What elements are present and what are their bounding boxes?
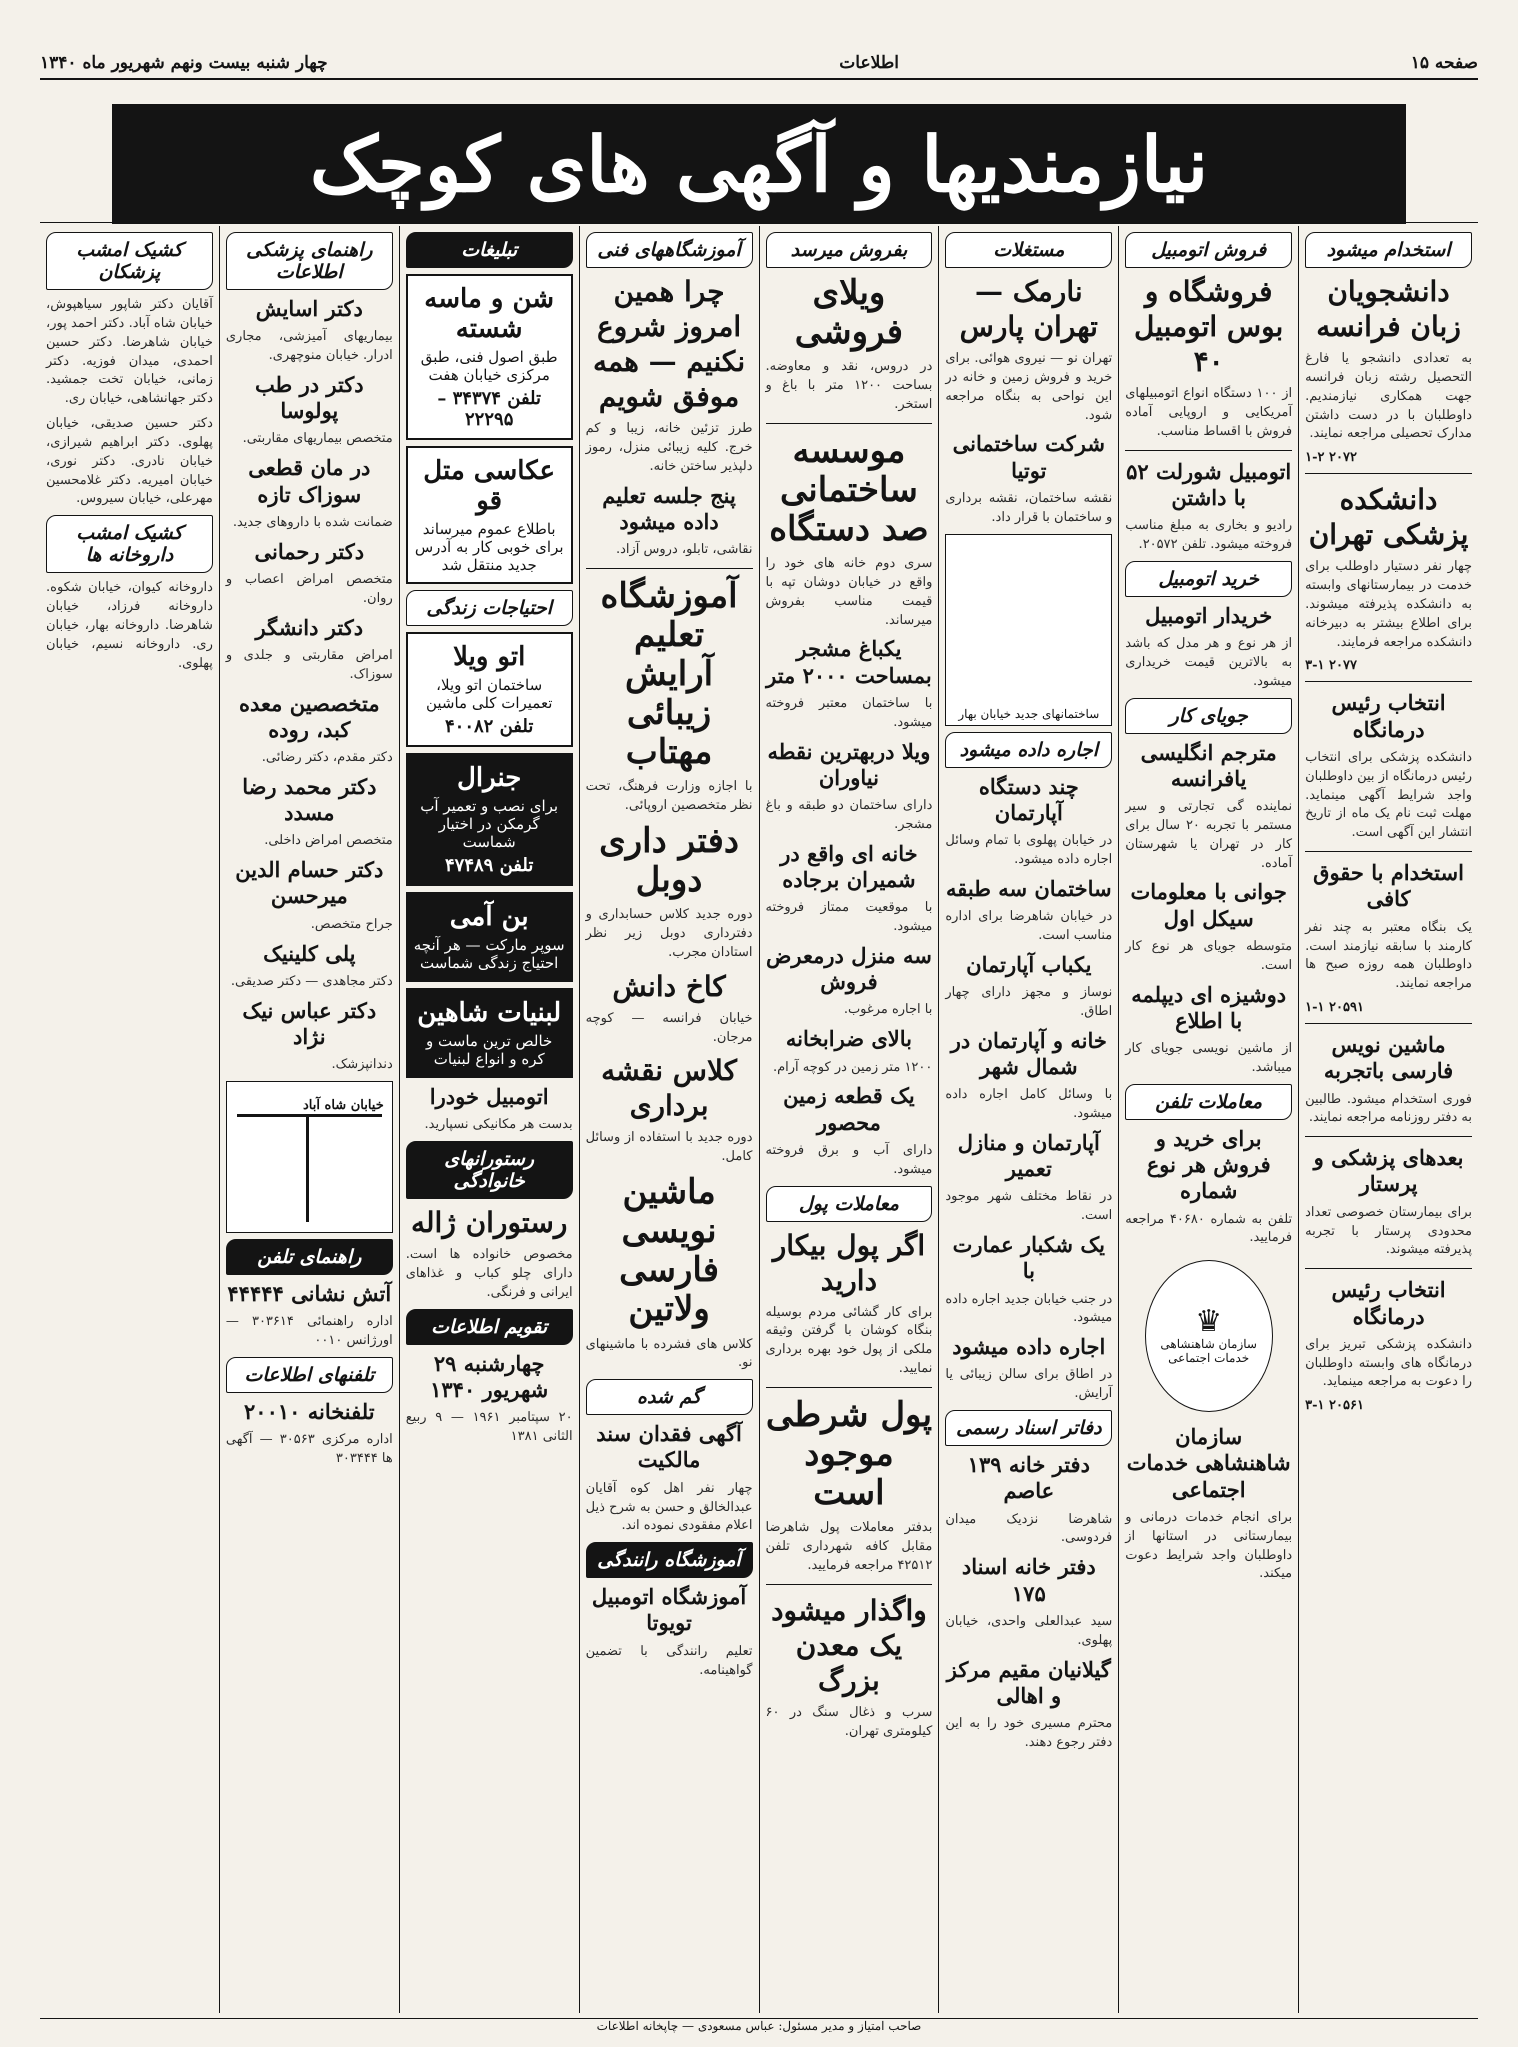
classifieds-banner — [112, 104, 1406, 224]
banner-rule — [40, 222, 1478, 223]
divider — [1305, 473, 1472, 474]
ad-box-title: اتو ویلا — [453, 642, 526, 672]
ad-body: برای انجام خدمات درمانی و بیمارستانی در استانها از داوطلبان واجد شرایط دعوت میکند. — [1125, 1509, 1293, 1582]
column-header: بفروش میرسد — [766, 232, 933, 268]
building-illustration — [945, 534, 1112, 726]
ad-body: دندانپزشک. — [331, 1057, 393, 1073]
ad-title: سه منزل درمعرض فروش — [766, 942, 932, 995]
ad-box — [406, 892, 573, 982]
ad-title: رستوران ژاله — [411, 1206, 568, 1240]
ad-body: دکتر مقدم، دکتر رضائی. — [261, 750, 393, 765]
ad-box-title: عکاسی متل قو — [423, 456, 556, 516]
ad-title: اجاره داده میشود — [952, 1334, 1106, 1360]
ad-body: تهران نو — نیروی هوائی. برای خرید و فروش زمین و خانه در این نواحی به بنگاه مراجعه شود. — [945, 351, 1113, 423]
ad-body: رادیو و بخاری به مبلغ مناسب فروخته میشود. تلفن ۲۰۵۷۲. — [1125, 518, 1293, 552]
ad-box-title: جنرال — [456, 763, 522, 793]
ad-body: متخصص امراض اعصاب و روان. — [225, 571, 393, 606]
ad-title: انتخاب رئیس درمانگاه — [1331, 1277, 1446, 1329]
ad-title: خریدار اتومبیل — [1145, 602, 1273, 628]
location-map — [226, 1081, 393, 1233]
ad-title: دکتر محمد رضا مسدد — [242, 773, 377, 826]
ad-body: مخصوص خانواده ها است. دارای چلو کباب و غذاهای ایرانی و فرنگی. — [405, 1247, 573, 1300]
ad-title: سازمان شاهنشاهی خدمات اجتماعی — [1126, 1424, 1291, 1502]
ad-title: آپارتمان و منازل تعمیر — [957, 1129, 1100, 1182]
divider — [1305, 1136, 1472, 1137]
ad-body: یک بنگاه معتبر به چند نفر کارمند با سابقه نیازمند است. داوطلبان همه روزه صبح ها مراجعه نمایند. — [1305, 919, 1472, 992]
ad-body: بدست هر مکانیکی نسپارید. — [424, 1117, 573, 1133]
section-header: معاملات تلفن — [1125, 1084, 1292, 1120]
ad-title: بعدهای پزشکی و پرستار — [1313, 1145, 1464, 1197]
column-car-sales — [1118, 226, 1298, 2013]
banner-title: نیازمندیها و آگهی های کوچک — [309, 119, 1209, 209]
ad-box-phone: تلفن ۴۰۰۸۲ — [444, 716, 534, 737]
ad-body: دکتر مجاهدی — دکتر صدیقی. — [230, 973, 393, 989]
ad-title: دفتر خانه ۱۳۹ عاصم — [967, 1452, 1090, 1504]
ad-body: دوره جدید کلاس حسابداری و دفترداری دوبل زیر نظر استادان مجرب. — [585, 907, 753, 960]
divider — [766, 1387, 933, 1388]
map-street-line — [306, 1114, 309, 1222]
ad-box — [406, 446, 573, 584]
ad-body: در خیابان پهلوی با تمام وسائل اجاره داده میشود. — [945, 833, 1113, 867]
ad-body: در اطاق برای سالن زیبائی یا آرایش. — [945, 1367, 1113, 1402]
section-header: رستورانهای خانوادگی — [406, 1141, 573, 1199]
paper-name: اطلاعات — [839, 53, 900, 73]
ad-title: آتش نشانی ۴۴۴۴۴ — [227, 1280, 392, 1306]
ad-title: چرا همین امروز شروع نکنیم — همه موفق شویم — [592, 275, 746, 413]
ad-body: در جنب خیابان جدید اجاره داده میشود. — [945, 1291, 1113, 1326]
ad-title: جوانی با معلومات سیکل اول — [1130, 879, 1287, 931]
column-display-ads — [399, 226, 579, 2013]
ad-title: دوشیزه ای دیپلمه با اطلاع — [1131, 981, 1287, 1033]
ad-body: تعلیم رانندگی با تضمین گواهینامه. — [585, 1643, 753, 1678]
ad-body: شاهرضا نزدیک میدان فردوسی. — [945, 1511, 1113, 1546]
ad-body: دانشکده پزشکی برای انتخاب رئیس درمانگاه از بین داوطلبان واجد شرایط آگهی مینماید. مهلت ثبت نام یک ماه از تاریخ انتشار این آگهی است. — [1305, 749, 1472, 841]
column-header: استخدام میشود — [1305, 232, 1472, 268]
ad-title: مترجم انگلیسی یافرانسه — [1140, 739, 1277, 791]
ad-body: به تعدادی دانشجو یا فارغ التحصیل رشته زبان فرانسه جهت همکاری نیازمندیم. داوطلبان با در دست داشتن مدارک تحصیلی مراجعه نمایند. — [1305, 351, 1472, 442]
ad-code: ۱-۲ ۲۰۷۲ — [1305, 450, 1357, 466]
divider — [1125, 450, 1292, 451]
ad-box-subtitle: ساختمان اتو ویلا، تعمیرات کلی ماشین — [425, 676, 553, 712]
ad-title: انتخاب رئیس درمانگاه — [1331, 690, 1446, 742]
ad-body: با اجازه وزارت فرهنگ، تحت نظر متخصصین اروپائی. — [585, 779, 753, 814]
ad-title: فروشگاه و بوس اتومبیل ۴۰ — [1134, 275, 1284, 378]
section-header: احتیاجات زندگی — [406, 590, 573, 626]
section-header: تلفنهای اطلاعات — [226, 1357, 393, 1393]
ad-title: نارمک — تهران پارس — [959, 275, 1098, 343]
ad-box-subtitle: برای نصب و تعمیر آب گرمکن در اختیار شماست — [420, 797, 559, 851]
ad-box-title: لبنیات شاهین — [417, 998, 562, 1028]
column-real-estate — [938, 226, 1118, 2013]
ad-body: آقایان دکتر شاپور سیاهپوش، خیابان شاه آباد. دکتر احمد پور، خیابان شاهرضا. دکتر حسین احمدی، میدان فوزیه. دکتر زمانی، خیابان تخت جمشید. دکتر جهانشاهی، خیابان ری. — [46, 297, 213, 407]
page-number: صفحه ۱۵ — [1410, 53, 1478, 73]
column-header: کشیک امشب پزشکان — [46, 232, 213, 290]
ad-title: واگذار میشود یک معدن بزرگ — [771, 1593, 927, 1697]
ad-title: دکتر عباس نیک نژاد — [242, 997, 377, 1049]
crown-icon: ♛ — [1195, 1304, 1223, 1340]
section-header: راهنمای تلفن — [226, 1239, 393, 1275]
ad-body: دکتر حسین صدیقی، خیابان پهلوی. دکتر ابراهیم شیرازی، خیابان نادری. دکتر نوری، خیابان امیریه. دکتر غلامحسین مهرعلی، خیابان سیروس. — [46, 416, 213, 507]
ad-box — [406, 632, 573, 747]
section-header: آموزشگاه رانندگی — [586, 1542, 753, 1578]
ad-body: از ۱۰۰ دستگاه انواع اتومبیلهای آمریکایی و اروپایی آماده فروش با اقساط مناسب. — [1125, 386, 1293, 439]
ad-body: ضمانت شده با داروهای جدید. — [232, 514, 393, 530]
ad-title: بالای ضرابخانه — [785, 1026, 912, 1052]
ad-box-subtitle: خالص ترین ماست و کره و انواع لبنیات — [426, 1032, 553, 1068]
ad-box — [406, 753, 573, 886]
ad-box-phone: تلفن ۴۷۴۸۹ — [444, 855, 534, 876]
ad-title: کلاس نقشه برداری — [601, 1054, 738, 1123]
section-header: جویای کار — [1125, 698, 1292, 734]
divider — [1305, 1023, 1472, 1024]
ad-body: دانشکده پزشکی تبریز برای درمانگاه های وابسته داوطلبان را دعوت به مراجعه مینماید. — [1305, 1336, 1472, 1390]
ad-title: خانه ای واقع در شمیران برجاده — [780, 840, 918, 892]
section-header: تقویم اطلاعات — [406, 1309, 573, 1345]
ad-title: پول شرطی موجود است — [765, 1394, 933, 1514]
ad-body: دوره جدید با استفاده از وسائل کامل. — [585, 1130, 753, 1165]
ad-title: برای خرید و فروش هر نوع شماره — [1146, 1125, 1271, 1204]
ad-title: استخدام با حقوق کافی — [1313, 860, 1464, 912]
ad-title: آموزشگاه تعلیم آرایش زیبائی مهتاب — [600, 575, 738, 773]
ad-code: ۳-۱ ۲۰۷۷ — [1305, 658, 1357, 674]
ad-body: برای کار گشائی مردم بوسیله بنگاه کوشان با گرفتن وثیقه ملکی از پول خود بهره برداری نمایید. — [765, 1304, 933, 1377]
column-schools — [579, 226, 759, 2013]
section-header: کشیک امشب داروخانه ها — [46, 515, 213, 573]
ad-body: نقاشی، تابلو، دروس آزاد. — [615, 542, 753, 558]
ad-body: سری دوم خانه های خود را واقع در خیابان دوشان تپه با قیمت مناسب بفروش میرساند. — [765, 556, 933, 628]
column-night-duty — [40, 226, 219, 2013]
ad-title: ساختمان سه طبقه — [945, 875, 1112, 901]
ad-body: بیماریهای آمیزشی، مجاری ادرار. خیابان منوچهری. — [225, 329, 393, 364]
ad-box-title: بن آمی — [449, 902, 529, 932]
ad-box-subtitle: طبق اصول فنی، طبق مرکزی خیابان هفت — [420, 348, 558, 384]
ad-body: نوساز و مجهز دارای چهار اطاق. — [945, 984, 1113, 1019]
ad-body: داروخانه کیوان، خیابان شکوه. داروخانه فرزاد، خیابان شاهرضا. داروخانه بهار، خیابان ری. داروخانه نسیم، خیابان پهلوی. — [46, 580, 213, 671]
section-header: معاملات پول — [766, 1186, 933, 1222]
ad-body: از ماشین نویسی جویای کار میباشد. — [1125, 1041, 1293, 1075]
section-header: خرید اتومبیل — [1125, 561, 1292, 597]
ad-body: نقشه ساختمان، نقشه برداری و ساختمان با قرار داد. — [945, 490, 1113, 525]
masthead — [40, 48, 1478, 80]
ad-title: دکتر اسایش — [255, 296, 363, 321]
section-header: گم شده — [586, 1379, 753, 1415]
ad-title: دکتر در طب پولوسا — [254, 371, 364, 424]
column-for-sale — [759, 226, 939, 2013]
ad-title: پلی کلینیک — [263, 940, 356, 966]
ad-title: متخصصین معده کبد، روده — [239, 690, 380, 742]
ad-title: گیلانیان مقیم مرکز و اهالی — [946, 1656, 1111, 1708]
ad-box-title: شن و ماسه شسته — [424, 284, 555, 344]
column-header: تبلیغات — [406, 232, 573, 268]
divider — [1305, 851, 1472, 852]
ad-body: در دروس، نقد و معاوضه. بساحت ۱۲۰۰ متر با باغ و استخر. — [765, 359, 933, 412]
ad-body: سرب و ذغال سنگ در ۶۰ کیلومتری تهران. — [765, 1704, 933, 1739]
illustration-caption: ساختمانهای جدید خیابان بهار — [958, 706, 1100, 721]
column-medical-guide — [219, 226, 399, 2013]
ad-body: چهار نفر دستیار داوطلب برای خدمت در بیمارستانهای وابسته به دانشکده پذیرفته میشوند. برای اطلاع بیشتر به دبیرخانه دانشکده مراجعه فرمایند. — [1305, 559, 1472, 650]
ad-code: ۳-۱ ۲۰۵۶۱ — [1305, 1398, 1364, 1414]
ad-body: امراض مقاربتی و جلدی و سوزاک. — [225, 647, 393, 682]
ad-body: چهار نفر اهل کوه آقایان عبدالخالق و حسن به شرح ذیل اعلام مفقودی نموده اند. — [585, 1480, 753, 1534]
ad-code: ۱-۱ ۲۰۵۹۱ — [1305, 1000, 1364, 1016]
ad-body: با اجاره مرغوب. — [843, 1002, 933, 1018]
footer-note: صاحب امتیاز و مدیر مسئول: عباس مسعودی — چاپخانه اطلاعات — [40, 2018, 1478, 2037]
ad-title: ویلای فروشی — [794, 273, 904, 353]
ad-title: دکتر حسام الدین میرحسن — [235, 857, 384, 909]
emblem-caption: سازمان شاهنشاهی خدمات اجتماعی — [1160, 1337, 1257, 1366]
ad-title: تلفنخانه ۲۰۰۱۰ — [244, 1398, 375, 1424]
ad-title: اگر پول بیکار دارید — [772, 1228, 926, 1297]
ad-box-subtitle: باطلاع عموم میرساند برای خوبی کار به آدرس جدید منتقل شد — [414, 520, 564, 574]
ad-title: دانشجویان زبان فرانسه — [1316, 275, 1461, 343]
map-street-line — [237, 1114, 382, 1117]
ad-title: در مان قطعی سوزاک تازه — [248, 455, 371, 507]
ad-box — [406, 988, 573, 1078]
ad-body: دارای آب و برق فروخته میشود. — [765, 1142, 933, 1177]
ad-body: سید عبدالعلی واحدی، خیابان پهلوی. — [945, 1613, 1113, 1648]
ad-body: با موقعیت ممتاز فروخته میشود. — [765, 900, 933, 935]
ad-title: ویلا دربهترین نقطه نیاوران — [767, 738, 931, 790]
ad-body: در خیابان شاهرضا برای اداره مناسب است. — [945, 909, 1113, 943]
ad-title: یکباب آپارتمان — [966, 951, 1092, 977]
ad-body: طرز تزئین خانه، زیبا و کم خرج. کلیه زیبائی منزل، رموز دلپذیر ساختن خانه. — [585, 421, 753, 474]
column-employment — [1298, 226, 1478, 2013]
ad-title: چند دستگاه آپارتمان — [978, 773, 1079, 825]
ad-body: ۲۰ سپتامبر ۱۹۶۱ — ۹ ربیع الثانی ۱۳۸۱ — [405, 1410, 573, 1444]
column-header: آموزشگاههای فنی — [586, 232, 753, 268]
ad-body: در نقاط مختلف شهر موجود است. — [945, 1189, 1113, 1224]
divider — [766, 1584, 933, 1585]
ad-title: ماشین نویسی فارسی ولاتین — [619, 1172, 719, 1330]
ad-body: خیابان فرانسه — کوچه مرجان. — [585, 1010, 753, 1045]
ad-body: از هر نوع و هر مدل که باشد به بالاترین قیمت خریداری میشود. — [1125, 635, 1293, 689]
ad-title: آگهی فقدان سند مالکیت — [596, 1421, 742, 1473]
ad-title: دانشکده پزشکی تهران — [1308, 483, 1469, 552]
ad-box — [406, 274, 573, 440]
emblem-seal — [1145, 1260, 1273, 1412]
ad-body: کلاس های فشرده با ماشینهای نو. — [585, 1336, 753, 1371]
ad-title: اتومبیل خودرا — [429, 1084, 549, 1109]
map-street-label: خیابان شاه آباد — [303, 1097, 384, 1113]
ad-title: اتومبیل شورلت ۵۲ با داشتن — [1126, 458, 1292, 510]
ad-body: فوری استخدام میشود. طالبین به دفتر روزنامه مراجعه نمایند. — [1305, 1091, 1472, 1126]
ad-box-subtitle: سوپر مارکت — هر آنچه احتیاج زندگی شماست — [413, 936, 565, 972]
ad-body: با ساختمان معتبر فروخته میشود. — [765, 695, 933, 730]
ad-title: یکباغ مشجر بمساحت ۲۰۰۰ متر — [766, 636, 932, 688]
ad-body: اداره راهنمائی ۳۰۳۶۱۴ — اورژانس ۰۰۱۰ — [225, 1314, 393, 1349]
ad-body: تلفن به شماره ۴۰۶۸۰ مراجعه فرمایید. — [1125, 1211, 1293, 1246]
ad-body: متخصص بیماریهای مقاربتی. — [242, 431, 393, 447]
ad-body: ۱۲۰۰ متر زمین در کوچه آرام. — [772, 1059, 933, 1075]
ad-title: ماشین نویس فارسی باتجربه — [1323, 1032, 1454, 1084]
ad-body: نماینده گی تجارتی و سیر مستمر با تجربه ۲۰ سال برای کار در تهران یا شهرستان آماده. — [1125, 799, 1293, 871]
ad-title: دکتر رحمانی — [254, 538, 365, 564]
ad-body: محترم مسیری خود را به این دفتر رجوع دهند. — [945, 1716, 1113, 1750]
divider — [766, 423, 933, 424]
ad-body: متخصص امراض داخلی. — [264, 833, 393, 849]
ad-title: یک شکبار عمارت با — [952, 1232, 1105, 1284]
issue-date: چهار شنبه بیست ونهم شهریور ماه ۱۳۴۰ — [40, 53, 328, 73]
ad-title: پنج جلسه تعلیم داده میشود — [602, 482, 736, 534]
ad-title: خانه و آپارتمان در شمال شهر — [950, 1027, 1107, 1079]
divider — [1305, 1268, 1472, 1269]
ad-title: یک قطعه زمین محصور — [783, 1083, 915, 1135]
column-header: فروش اتومبیل — [1125, 232, 1292, 268]
ad-body: با وسائل کامل اجاره داده میشود. — [945, 1087, 1113, 1121]
ad-title: موسسه ساختمانی صد دستگاه — [769, 430, 929, 549]
ad-title: چهارشنبه ۲۹ شهریور ۱۳۴۰ — [430, 1350, 549, 1402]
section-header: دفاتر اسناد رسمی — [945, 1410, 1112, 1446]
ad-body: متوسطه جویای هر نوع کار است. — [1125, 938, 1293, 973]
ad-box-phone: تلفن ۳۴۳۷۴ – ۲۲۲۹۵ — [437, 388, 542, 430]
section-header: اجاره داده میشود — [945, 732, 1112, 768]
ad-title: دفتر داری دوبل — [599, 821, 739, 901]
ad-body: جراح متخصص. — [310, 916, 393, 932]
column-header: مستغلات — [945, 232, 1112, 268]
ad-title: شرکت ساختمانی توتیا — [952, 431, 1105, 483]
ad-title: دفتر خانه اسناد ۱۷۵ — [961, 1554, 1096, 1606]
ad-body: دارای ساختمان دو طبقه و باغ مشجر. — [765, 798, 933, 832]
ad-title: آموزشگاه اتومبیل تویوتا — [591, 1584, 747, 1636]
divider — [1305, 681, 1472, 682]
columns — [40, 226, 1478, 2013]
ad-body: برای بیمارستان خصوصی تعداد محدودی پرستار با تجربه پذیرفته میشوند. — [1305, 1204, 1472, 1258]
ad-title: دکتر دانشگر — [255, 614, 364, 640]
column-header: راهنمای پزشکی اطلاعات — [226, 232, 393, 290]
ad-body: اداره مرکزی ۳۰۵۶۳ — آگهی ها ۳۰۳۴۴۴ — [225, 1432, 393, 1466]
ad-title: کاخ دانش — [612, 969, 726, 1003]
ad-body: بدفتر معاملات پول شاهرضا مقابل کافه شهرداری تلفن ۴۲۵۱۲ مراجعه فرمایید. — [765, 1520, 933, 1573]
divider — [586, 568, 753, 569]
